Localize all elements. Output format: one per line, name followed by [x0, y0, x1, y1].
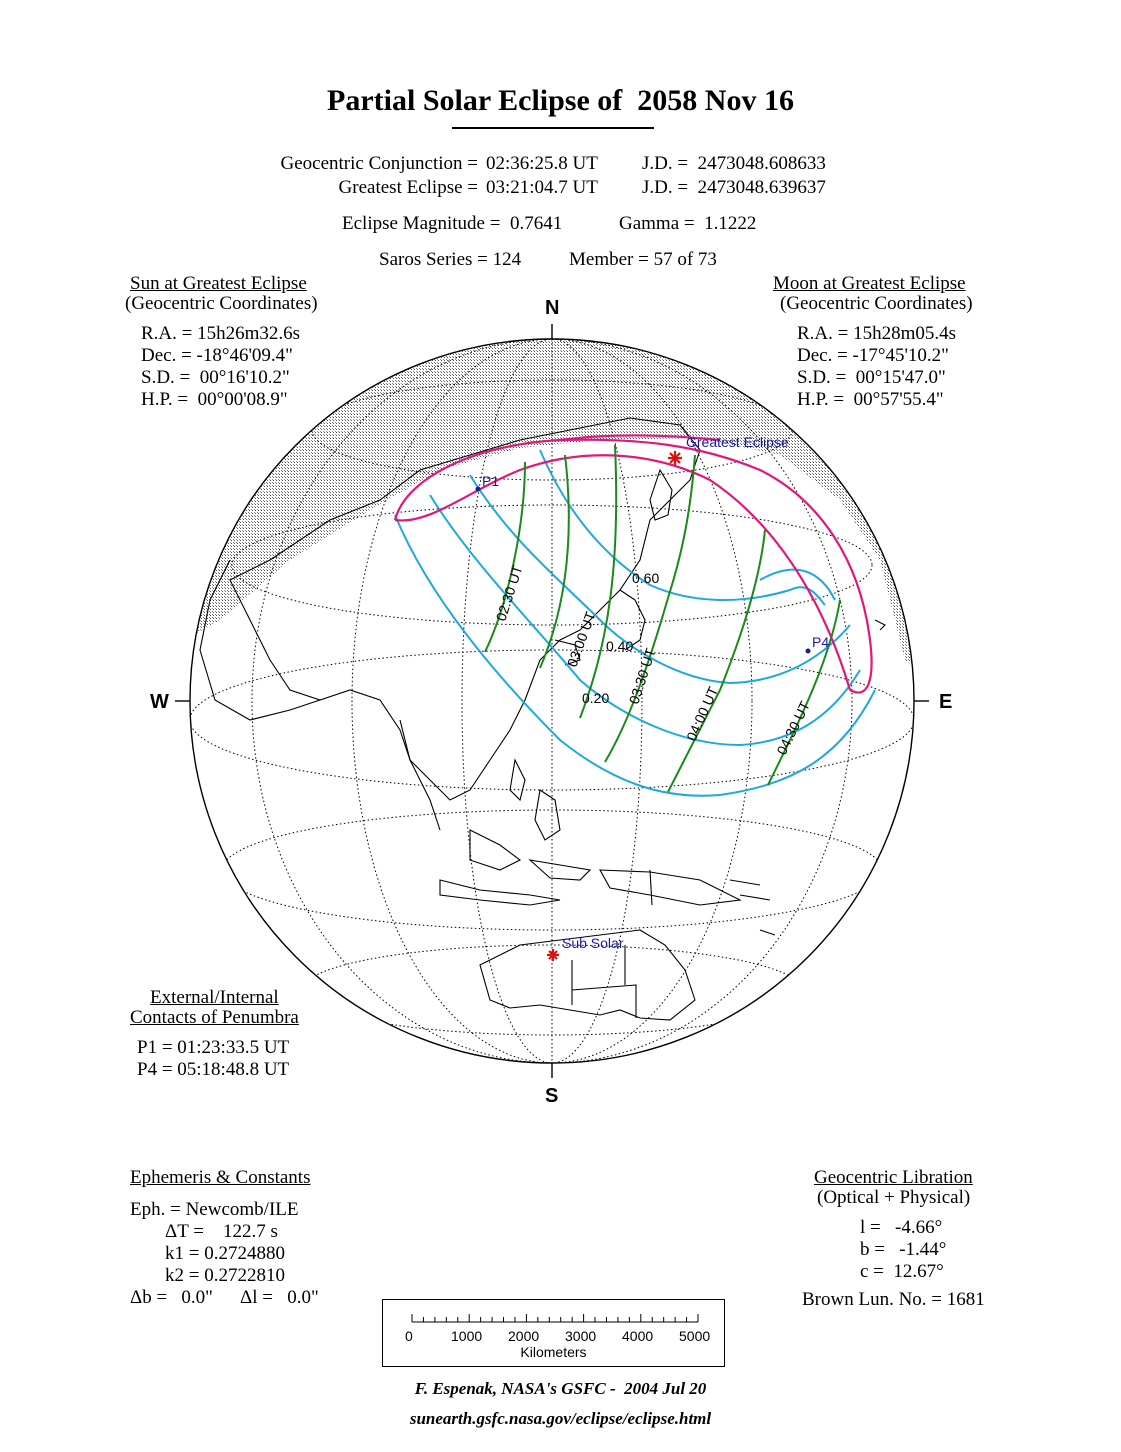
libration-c: c = 12.67° [860, 1261, 944, 1282]
moon-dec: Dec. = -17°45'10.2" [797, 345, 949, 366]
eclipse-markers [476, 451, 811, 961]
scale-tick-1000: 1000 [451, 1328, 483, 1344]
conjunction-label: Geocentric Conjunction = [280, 153, 478, 174]
scale-tick-5000: 5000 [679, 1328, 711, 1344]
scale-tick-4000: 4000 [622, 1328, 654, 1344]
magnitude-label-040: 0.40 [606, 638, 634, 654]
scale-bar-box [382, 1299, 725, 1367]
conjunction-time: 02:36:25.8 UT [486, 153, 598, 174]
saros-series: Saros Series = 124 [379, 249, 522, 270]
p1-label: P1 [482, 473, 500, 489]
ephemeris-eph: Eph. = Newcomb/ILE [130, 1199, 299, 1220]
greatest-eclipse-marker [668, 451, 682, 465]
south-label: S [545, 1085, 559, 1107]
magnitude-label-020: 0.20 [582, 690, 610, 706]
brown-lunation: Brown Lun. No. = 1681 [802, 1289, 985, 1310]
scale-unit: Kilometers [520, 1344, 587, 1360]
penumbra-limits [395, 435, 872, 692]
p1-point [476, 487, 481, 492]
saros-member: Member = 57 of 73 [569, 249, 717, 270]
ephemeris-delta-b: Δb = 0.0" [130, 1287, 213, 1308]
sub-solar-label: Sub Solar [562, 935, 624, 951]
libration-b: b = -1.44° [860, 1239, 947, 1260]
contacts-heading-2: Contacts of Penumbra [130, 1007, 299, 1028]
moon-subheading: (Geocentric Coordinates) [780, 293, 973, 314]
time-label-0400: 04:00 UT [683, 684, 722, 744]
contact-p1: P1 = 01:23:33.5 UT [137, 1037, 290, 1058]
libration-l: l = -4.66° [860, 1217, 943, 1238]
time-label-0300: 03:00 UT [563, 609, 599, 670]
time-label-0430: 04:30 UT [773, 698, 813, 758]
gamma: Gamma = 1.1222 [619, 213, 757, 234]
greatest-eclipse-label: Greatest Eclipse [686, 434, 789, 450]
eclipse-magnitude: Eclipse Magnitude = 0.7641 [342, 213, 563, 234]
libration-heading: Geocentric Libration [814, 1167, 973, 1188]
sun-ra: R.A. = 15h26m32.6s [141, 323, 301, 344]
ephemeris-k2: k2 = 0.2722810 [165, 1265, 285, 1286]
ephemeris-heading: Ephemeris & Constants [130, 1167, 311, 1188]
time-label-0230: 02:30 UT [492, 563, 526, 623]
moon-sd: S.D. = 00°15'47.0" [797, 367, 946, 388]
greatest-jd: J.D. = 2473048.639637 [642, 177, 826, 198]
sun-dec: Dec. = -18°46'09.4" [141, 345, 293, 366]
sub-solar-marker [547, 949, 559, 961]
p4-point [806, 649, 811, 654]
north-label: N [545, 297, 560, 319]
credit-url: sunearth.gsfc.nasa.gov/eclipse/eclipse.html [409, 1409, 712, 1428]
moon-ra: R.A. = 15h28m05.4s [797, 323, 957, 344]
libration-subheading: (Optical + Physical) [817, 1187, 971, 1208]
sun-hp: H.P. = 00°00'08.9" [141, 389, 288, 410]
scale-tick-2000: 2000 [508, 1328, 540, 1344]
sun-heading: Sun at Greatest Eclipse [130, 273, 307, 294]
moon-hp: H.P. = 00°57'55.4" [797, 389, 944, 410]
greatest-label: Greatest Eclipse = [338, 177, 478, 198]
greatest-time: 03:21:04.7 UT [486, 177, 598, 198]
time-label-0330: 03:30 UT [625, 646, 659, 706]
page-title: Partial Solar Eclipse of 2058 Nov 16 [327, 84, 794, 117]
ephemeris-delta-l: Δl = 0.0" [240, 1287, 319, 1308]
sun-subheading: (Geocentric Coordinates) [125, 293, 318, 314]
sun-sd: S.D. = 00°16'10.2" [141, 367, 290, 388]
magnitude-label-060: 0.60 [632, 570, 660, 586]
west-label: W [150, 691, 169, 713]
p4-label: P4 [812, 634, 830, 650]
ephemeris-delta-t: ΔT = 122.7 s [165, 1221, 278, 1242]
scale-tick-3000: 3000 [565, 1328, 597, 1344]
contact-p4: P4 = 05:18:48.8 UT [137, 1059, 290, 1080]
moon-heading: Moon at Greatest Eclipse [773, 273, 966, 294]
contacts-heading-1: External/Internal [150, 987, 279, 1008]
east-label: E [939, 691, 953, 713]
credit-author: F. Espenak, NASA's GSFC - 2004 Jul 20 [414, 1379, 707, 1398]
scale-tick-0: 0 [405, 1328, 413, 1344]
ephemeris-k1: k1 = 0.2724880 [165, 1243, 285, 1264]
conjunction-jd: J.D. = 2473048.608633 [642, 153, 826, 174]
